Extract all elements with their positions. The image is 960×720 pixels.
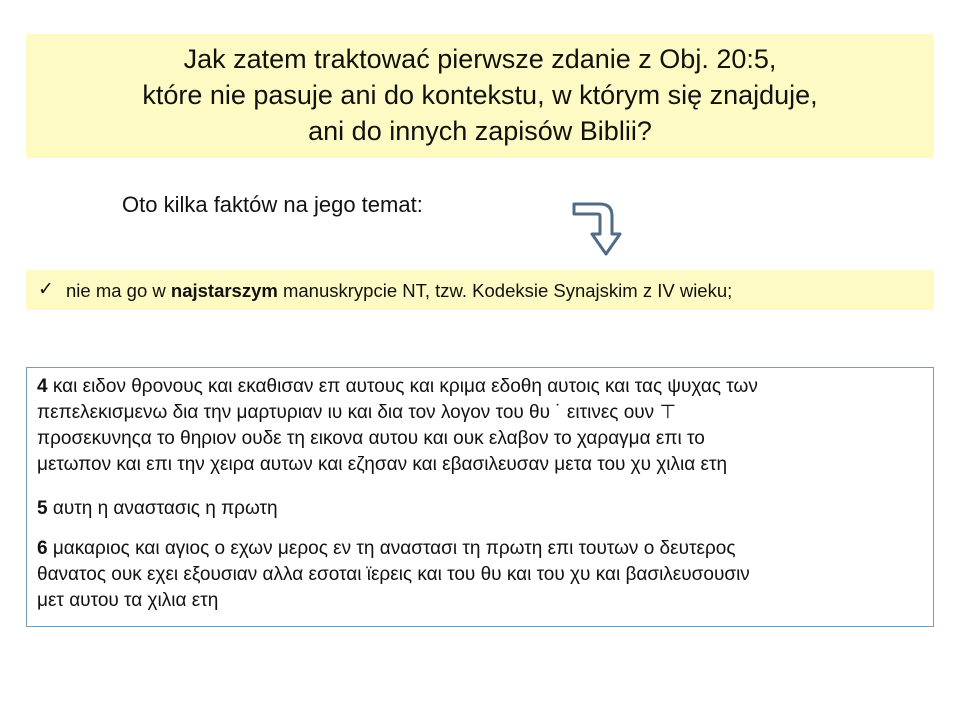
verse-6-line-1 [37,536,736,562]
verse-6-number: 6 [37,538,48,559]
verse-5-text-1: αυτη η αναστασις η πρωτη [47,498,278,519]
verse-6-line-3: μετ αυτου τα χιλια ετη [37,590,219,611]
check-icon: ✓ [38,279,54,300]
verse-4-line-1 [37,374,758,400]
title-line-2: które nie pasuje ani do kontekstu, w którym się znajduje, [142,80,818,110]
fact-text-bold: najstarszym [170,280,278,301]
verse-4-line-4: μετωπον και επι την χειρα αυτων και εζησαν και εβασιλευσαν μετα του χυ χιλια ετη [37,454,728,475]
greek-text-box [26,367,934,627]
verse-5-number: 5 [37,498,48,519]
verse-4-line-2: πεπελεκισμενω δια την μαρτυριαν ιυ και δια τον λογον του θυ ˙ ειτινες ουν ⊤ [37,402,677,423]
verse-6-line-2: θανατος ουκ εχει εξουσιαν αλλα εσοται ϊερεις και του θυ και του χυ και βασιλευσουσιν [37,564,750,585]
title-line-1: Jak zatem traktować pierwsze zdanie z Obj. 20:5, [183,44,777,74]
fact-banner [26,270,934,310]
verse-5-line-1 [37,496,278,522]
verse-4-text-1: και ειδον θρονους και εκαθισαν επ αυτους και κριμα εδοθη αυτοις και τας ψυχας των [47,376,758,397]
intro-text: Oto kilka faktów na jego temat: [122,192,423,217]
title-banner [26,34,934,158]
fact-text-start: nie ma go w [66,280,171,301]
verse-6-text-1: μακαριος και αγιος ο εχων μερος εν τη αναστασι τη πρωτη επι τουτων ο δευτερος [47,538,736,559]
fact-text-end: manuskrypcie NT, tzw. Kodeksie Synajskim z IV wieku; [277,280,733,301]
bent-down-arrow-icon [570,198,626,258]
fact-text [66,280,732,302]
verse-4-line-3: προσεκυνηςα το θηριον ουδε τη εικονα αυτου και ουκ ελαβον το χαραγμα επι το [37,428,705,449]
title-line-3: ani do innych zapisów Biblii? [308,116,652,146]
verse-4-number: 4 [37,376,48,397]
